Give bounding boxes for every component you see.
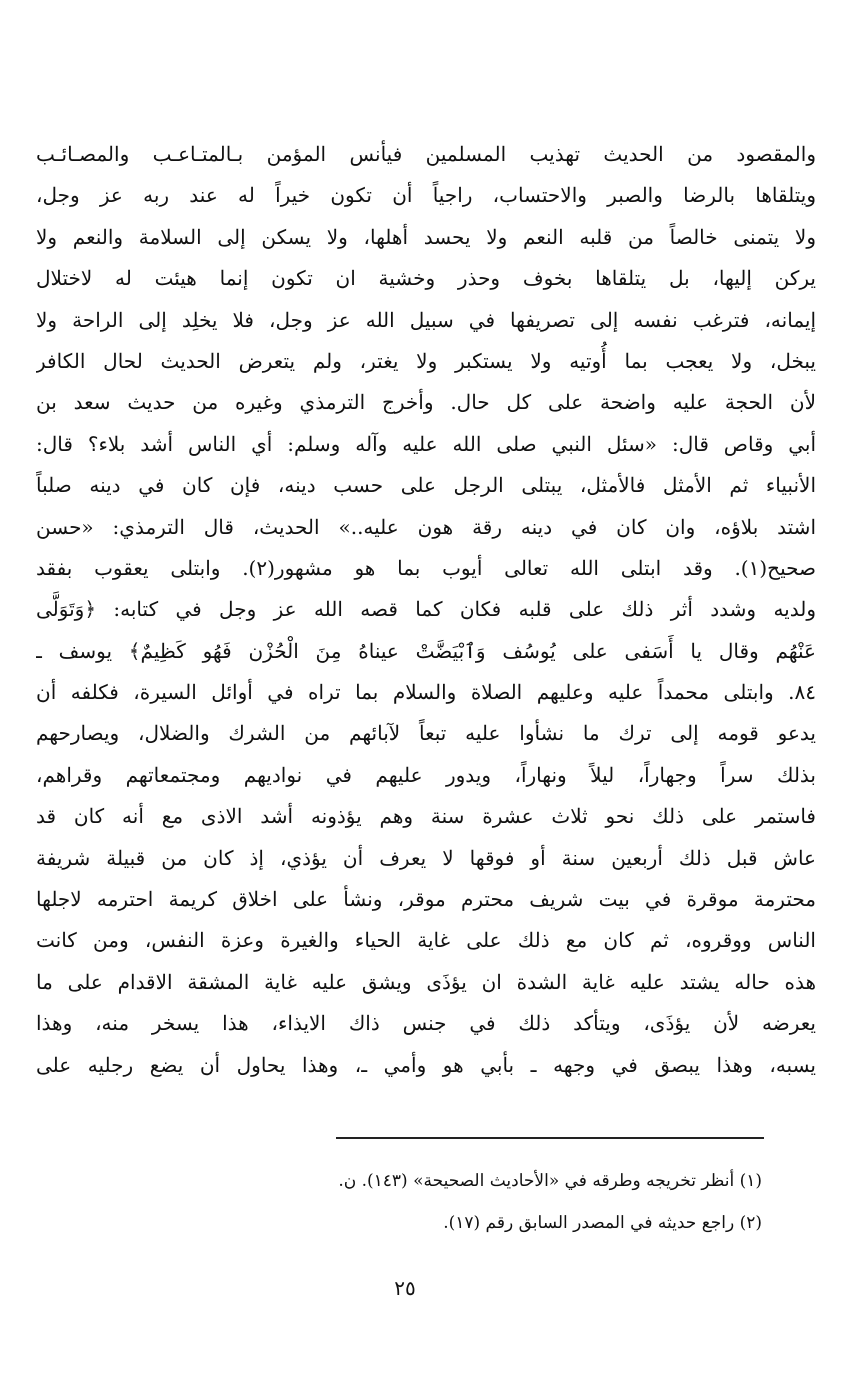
text-line: والمقصود من الحديث تهذيب المسلمين فيأنس المؤمن بـالمتـاعـب والمصـائـب <box>36 142 816 166</box>
text-line: يركن إليها، بل يتلقاها بخوف وحذر وخشية ان تكون إنما هيئت له لاختلال <box>36 266 816 291</box>
text-line: يدعو قومه إلى ترك ما نشأوا عليه تبعاً لآبائهم من الشرك والضلال، ويصارحهم <box>36 721 816 746</box>
text-line: بذلك سراً وجهاراً، ليلاً ونهاراً، ويدور عليهم في نواديهم ومجتمعاتهم وقراهم، <box>36 762 816 787</box>
text-line: يعرضه لأن يؤذَى، ويتأكد ذلك في جنس ذاك الايذاء، هذا يسخر منه، وهذا <box>36 1011 816 1036</box>
text-line: عَنْهُم وقال يا أَسَفى على يُوسُف وَٱبْيَضَّتْ عيناهُ مِنَ الْحُزْن فَهُو كَظِيمٌ﴾ يوسف ـ <box>36 638 816 663</box>
text-line: أبي وقاص قال: «سئل النبي صلى الله عليه وآله وسلم: أي الناس أشد بلاء؟ قال: <box>36 431 816 456</box>
text-line: هذه حاله يشتد عليه غاية الشدة ان يؤذَى ويشق عليه غاية المشقة الاقدام على ما <box>36 969 816 994</box>
text-line: لأن الحجة عليه واضحة على كل حال. وأخرج الترمذي وغيره من حديث سعد بن <box>36 390 816 415</box>
text-line: فاستمر على ذلك نحو ثلاث عشرة سنة وهم يؤذونه أشد الاذى مع أنه كان قد <box>36 804 816 829</box>
footnotes <box>150 1160 762 1244</box>
text-line: صحيح(١). وقد ابتلى الله تعالى أيوب بما هو مشهور(٢). وابتلى يعقوب بفقد <box>36 555 816 580</box>
text-line: ويتلقاها بالرضا والصبر والاحتساب، راجياً أن تكون خيراً له عند ربه عز وجل، <box>36 183 816 208</box>
page-number: ٢٥ <box>394 1276 416 1300</box>
main-text <box>36 134 816 1086</box>
text-line: محترمة موقرة في بيت شريف محترم موقر، ونشأ على اخلاق كريمة احترمه لاجلها <box>36 887 816 912</box>
footnote-divider <box>336 1137 764 1139</box>
text-line: ٨٤. وابتلى محمداً عليه وعليهم الصلاة والسلام بما تراه في أوائل السيرة، فكلفه أن <box>36 680 816 705</box>
text-line: إيمانه، فترغب نفسه إلى تصريفها في سبيل الله عز وجل، فلا يخلِد إلى الراحة ولا <box>36 307 816 332</box>
text-line: ولديه وشدد أثر ذلك على قلبه فكان كما قصه الله عز وجل في كتابه: ﴿وَتَوَلَّى <box>36 597 816 622</box>
text-line: الناس ووقروه، ثم كان مع ذلك على غاية الحياء والغيرة وعزة النفس، ومن كانت <box>36 928 816 953</box>
text-line: يسبه، وهذا يبصق في وجهه ـ بأبي هو وأمي ـ، وهذا يحاول أن يضع رجليه على <box>36 1052 816 1077</box>
text-line: اشتد بلاؤه، وان كان في دينه رقة هون عليه..» الحديث، قال الترمذي: «حسن <box>36 514 816 539</box>
text-line: ولا يتمنى خالصاً من قلبه النعم ولا يحسد أهلها، ولا يسكن إلى السلامة والنعم ولا <box>36 224 816 249</box>
footnote-1: (١) أنظر تخريجه وطرقه في «الأحاديث الصحيحة» (١٤٣). ن. <box>338 1171 762 1191</box>
footnote-2: (٢) راجع حديثه في المصدر السابق رقم (١٧). <box>443 1213 762 1233</box>
text-line: عاش قبل ذلك أربعين سنة أو فوقها لا يعرف أن يؤذي، إذ كان من قبيلة شريفة <box>36 845 816 870</box>
text-line: يبخل، ولا يعجب بما أُوتيه ولا يستكبر ولا يغتر، ولم يتعرض الحديث لحال الكافر <box>36 348 816 373</box>
text-line: الأنبياء ثم الأمثل فالأمثل، يبتلى الرجل على حسب دينه، فإن كان في دينه صلباً <box>36 473 816 498</box>
